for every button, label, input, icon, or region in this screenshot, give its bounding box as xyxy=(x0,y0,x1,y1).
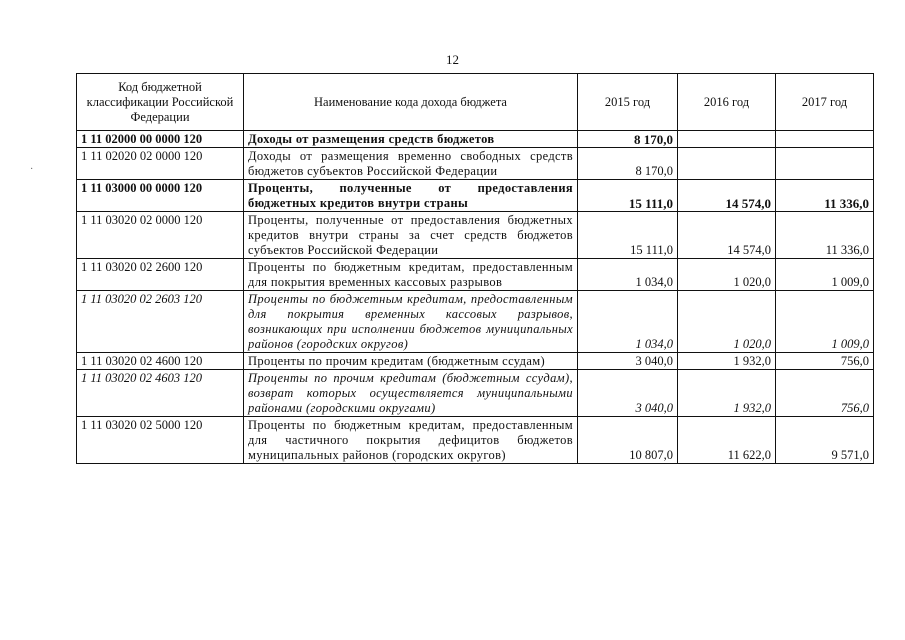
cell-2015: 1 034,0 xyxy=(578,259,678,291)
cell-2017: 1 009,0 xyxy=(776,259,874,291)
cell-2016: 1 020,0 xyxy=(678,291,776,353)
cell-2015: 1 034,0 xyxy=(578,291,678,353)
cell-name: Проценты по прочим кредитам (бюджетным ссудам) xyxy=(244,353,578,370)
cell-2015: 8 170,0 xyxy=(578,131,678,148)
table-body xyxy=(77,131,874,464)
cell-name: Проценты, полученные от предоставления бюджетных кредитов внутри страны xyxy=(244,180,578,212)
cell-2015: 15 111,0 xyxy=(578,212,678,259)
cell-name: Проценты по прочим кредитам (бюджетным ссудам), возврат которых осуществляется муниципальными районами (городскими округами) xyxy=(244,370,578,417)
cell-2017 xyxy=(776,148,874,180)
table-row xyxy=(77,259,874,291)
header-year-2016: 2016 год xyxy=(678,74,776,131)
cell-name: Проценты по бюджетным кредитам, предоставленным для покрытия временных кассовых разрывов xyxy=(244,259,578,291)
cell-2016: 1 932,0 xyxy=(678,353,776,370)
cell-code: 1 11 03020 02 2603 120 xyxy=(77,291,244,353)
page-number: 12 xyxy=(446,52,459,67)
cell-name: Проценты по бюджетным кредитам, предоставленным для частичного покрытия дефицитов бюджетов муниципальных районов (городских округов) xyxy=(244,417,578,464)
cell-2016 xyxy=(678,131,776,148)
cell-2015: 3 040,0 xyxy=(578,353,678,370)
cell-code: 1 11 03000 00 0000 120 xyxy=(77,180,244,212)
cell-2016: 11 622,0 xyxy=(678,417,776,464)
cell-2015: 8 170,0 xyxy=(578,148,678,180)
scan-speck: · xyxy=(30,164,34,175)
cell-2017: 11 336,0 xyxy=(776,212,874,259)
table-row xyxy=(77,148,874,180)
cell-name: Проценты, полученные от предоставления бюджетных кредитов внутри страны за счет средств бюджетов субъектов Российской Федерации xyxy=(244,212,578,259)
cell-2016: 1 932,0 xyxy=(678,370,776,417)
cell-code: 1 11 02000 00 0000 120 xyxy=(77,131,244,148)
cell-2017: 756,0 xyxy=(776,353,874,370)
header-year-2017: 2017 год xyxy=(776,74,874,131)
cell-2015: 15 111,0 xyxy=(578,180,678,212)
table-row xyxy=(77,291,874,353)
cell-2017: 9 571,0 xyxy=(776,417,874,464)
cell-code: 1 11 03020 02 4600 120 xyxy=(77,353,244,370)
header-year-2015: 2015 год xyxy=(578,74,678,131)
header-name: Наименование кода дохода бюджета xyxy=(244,74,578,131)
cell-2015: 10 807,0 xyxy=(578,417,678,464)
cell-2016: 14 574,0 xyxy=(678,212,776,259)
header-code: Код бюджетной классификации Российской Федерации xyxy=(77,74,244,131)
cell-2016 xyxy=(678,148,776,180)
table-row xyxy=(77,417,874,464)
cell-2016: 14 574,0 xyxy=(678,180,776,212)
table-header-row xyxy=(77,74,874,131)
cell-2017: 1 009,0 xyxy=(776,291,874,353)
cell-name: Доходы от размещения средств бюджетов xyxy=(244,131,578,148)
table-row xyxy=(77,212,874,259)
budget-income-table xyxy=(76,73,874,464)
cell-code: 1 11 02020 02 0000 120 xyxy=(77,148,244,180)
cell-2016: 1 020,0 xyxy=(678,259,776,291)
cell-2017: 756,0 xyxy=(776,370,874,417)
table-row xyxy=(77,370,874,417)
cell-code: 1 11 03020 02 0000 120 xyxy=(77,212,244,259)
cell-code: 1 11 03020 02 2600 120 xyxy=(77,259,244,291)
cell-code: 1 11 03020 02 4603 120 xyxy=(77,370,244,417)
cell-2017 xyxy=(776,131,874,148)
cell-2017: 11 336,0 xyxy=(776,180,874,212)
cell-code: 1 11 03020 02 5000 120 xyxy=(77,417,244,464)
table-row xyxy=(77,353,874,370)
cell-name: Доходы от размещения временно свободных средств бюджетов субъектов Российской Федерации xyxy=(244,148,578,180)
table-row xyxy=(77,180,874,212)
cell-2015: 3 040,0 xyxy=(578,370,678,417)
table-row xyxy=(77,131,874,148)
cell-name: Проценты по бюджетным кредитам, предоставленным для покрытия временных кассовых разрывов, возникающих при исполнении бюджетов муниципальных районов (городских округов) xyxy=(244,291,578,353)
